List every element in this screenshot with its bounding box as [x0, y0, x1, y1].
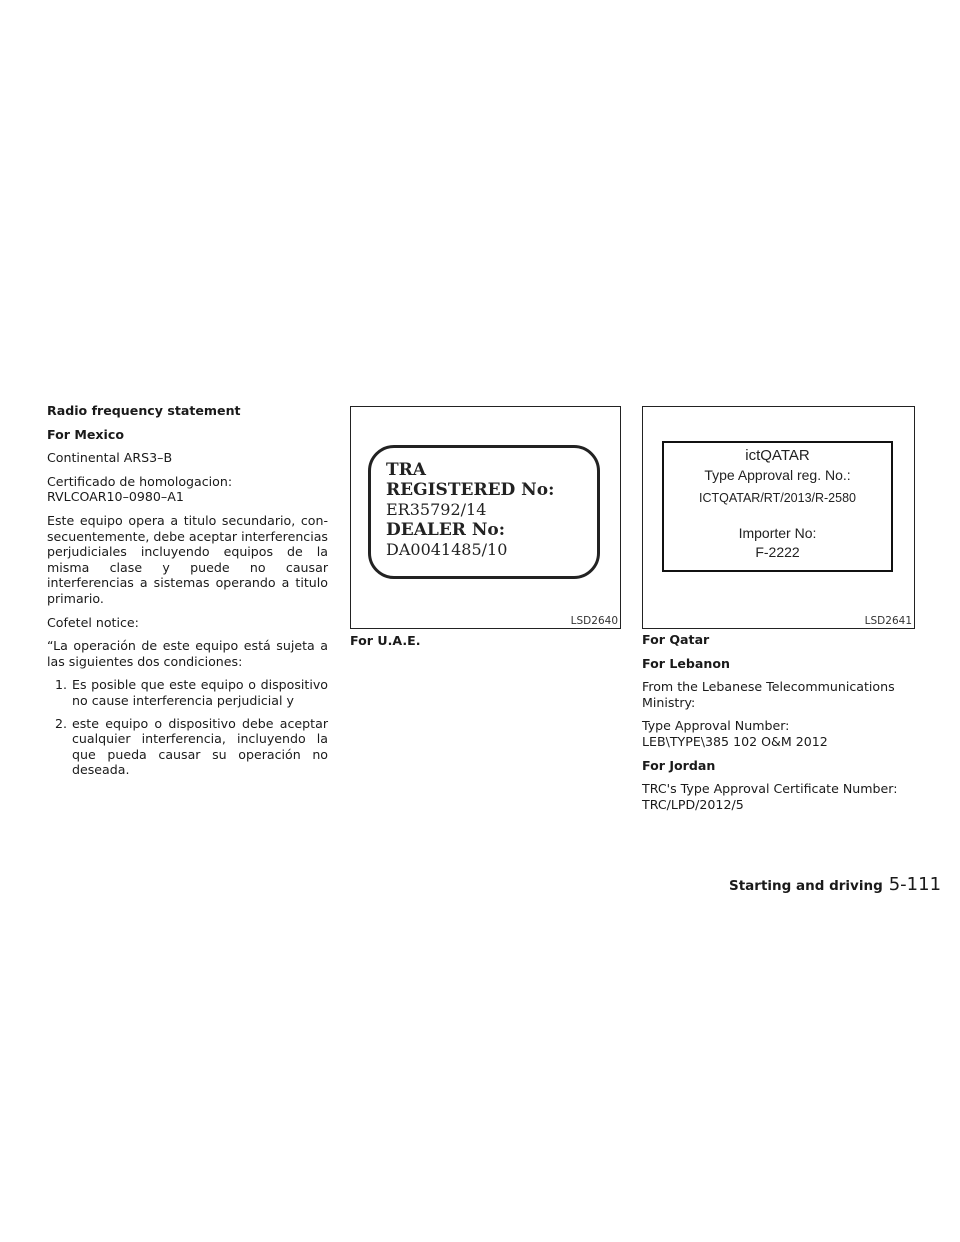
tra-dealer-value: DA0041485/10 [386, 540, 508, 559]
conditions-intro: “La operación de este equipo está sujeta a las siguientes dos condiciones: [47, 638, 328, 669]
footer-section-title: Starting and driving [729, 878, 883, 894]
qatar-title: ictQATAR [745, 447, 810, 464]
jordan-approval [642, 781, 922, 812]
jordan-approval-label: TRC's Type Approval Certificate Number: [642, 781, 898, 797]
certificate-label: Certificado de homologacion: [47, 473, 233, 489]
uae-label-figure [350, 406, 621, 629]
notice-paragraph: Este equipo opera a titulo secundario, con-secuentemente, debe aceptar interferencias perjudiciales incluyendo equipos de la misma clase y puede no causar interferencias a sistemas operando a titulo primario. [47, 512, 328, 606]
certificate-value: RVLCOAR10–0980–A1 [47, 489, 184, 505]
qatar-importer-label: Importer No: [738, 525, 817, 541]
lebanon-approval-label: Type Approval Number: [642, 718, 790, 734]
jordan-heading: For Jordan [642, 757, 716, 773]
right-column [642, 632, 922, 820]
tra-registered-label: REGISTERED No: [386, 480, 555, 500]
page-footer [729, 874, 941, 895]
model-text: Continental ARS3–B [47, 450, 173, 466]
qatar-importer-value: F-2222 [755, 544, 800, 560]
list-item [47, 716, 328, 778]
mexico-heading: For Mexico [47, 426, 124, 442]
lebanon-heading: For Lebanon [642, 655, 731, 671]
left-column [47, 403, 328, 785]
tra-dealer-label: DEALER No: [386, 520, 505, 540]
certificate-text [47, 474, 328, 505]
figure-code: LSD2640 [570, 615, 618, 627]
cofetel-label: Cofetel notice: [47, 614, 139, 630]
qatar-label-plate [662, 441, 893, 572]
list-item-text: Es posible que este equipo o dispositivo no cause interferencia perjudicial y [72, 677, 328, 708]
lebanon-source: From the Lebanese Telecommunications Ministry: [642, 679, 895, 710]
lebanon-approval-value: LEB\TYPE\385 102 O&M 2012 [642, 733, 828, 749]
list-item-number: 1. [54, 677, 67, 693]
tra-label-plate [368, 445, 600, 579]
qatar-caption: For Qatar [642, 632, 710, 647]
qatar-type-value: ICTQATAR/RT/2013/R-2580 [698, 491, 856, 505]
lebanon-approval [642, 718, 922, 749]
qatar-type-label: Type Approval reg. No.: [704, 467, 851, 483]
tra-registered-value: ER35792/14 [386, 500, 487, 519]
jordan-approval-value: TRC/LPD/2012/5 [642, 796, 744, 812]
uae-caption: For U.A.E. [350, 633, 421, 648]
tra-title: TRA [386, 460, 426, 480]
list-item [47, 677, 328, 708]
page-number: 5-111 [888, 874, 942, 895]
section-heading: Radio frequency statement [47, 403, 241, 418]
qatar-label-figure [642, 406, 915, 629]
list-item-text: este equipo o dispositivo debe aceptar cualquier interferencia, incluyendo la que pueda causar su operación no deseada. [72, 715, 328, 778]
conditions-list [47, 677, 328, 778]
figure-code: LSD2641 [864, 615, 912, 627]
list-item-number: 2. [54, 715, 67, 731]
